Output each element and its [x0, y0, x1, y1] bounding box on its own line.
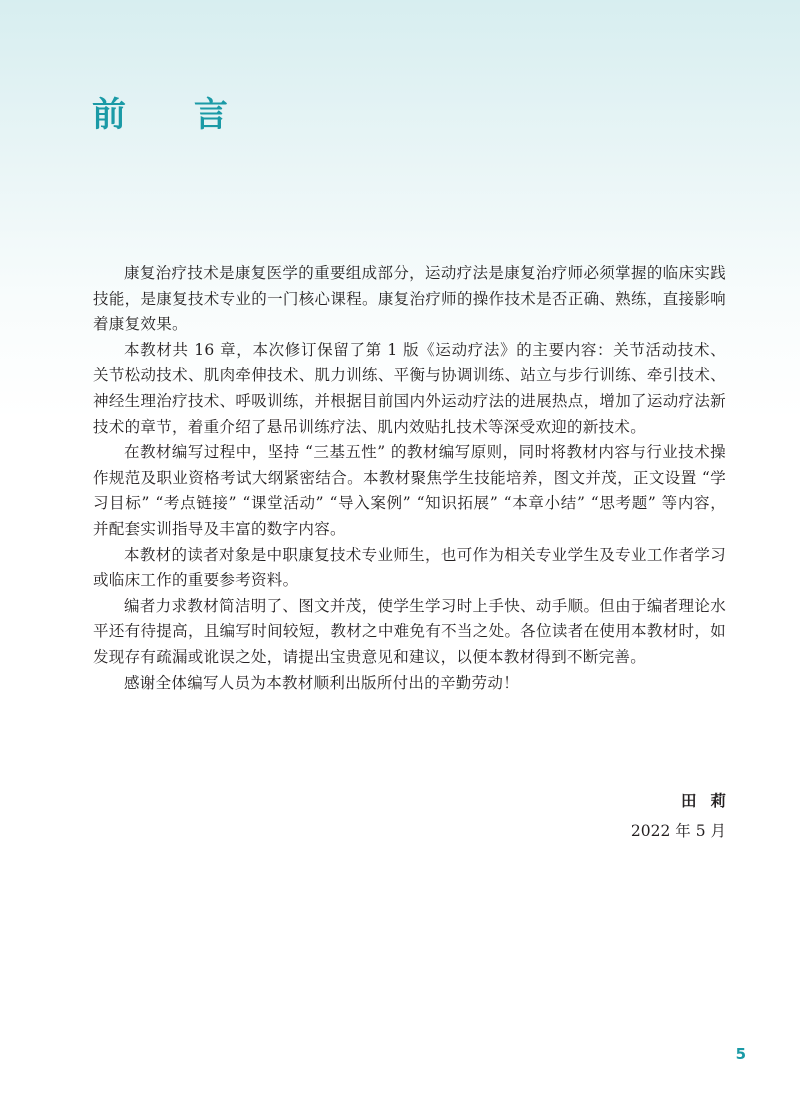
paragraph: 感谢全体编写人员为本教材顺利出版所付出的辛勤劳动！: [124, 673, 520, 692]
paragraph: 本教材的读者对象是中职康复技术专业师生，也可作为相关专业学生及专业工作者学习或临床工作的重要参考资料。: [93, 545, 726, 590]
paragraph: 在教材编写过程中，坚持 “三基五性” 的教材编写原则，同时将教材内容与行业技术操作规范及职业资格考试大纲紧密结合。本教材聚焦学生技能培养，图文并茂，正文设置 “学习目标” “考点链接” “课堂活动” “导入案例” “知识拓展” “本章小结” “思考题” 等内容，并配套实训指导及丰富的数字内容。: [93, 443, 726, 538]
signature-block: [630, 786, 740, 846]
signature-date: 2022 年 5 月: [630, 822, 726, 840]
preface-body: [93, 261, 726, 696]
paragraph: 康复治疗技术是康复医学的重要组成部分，运动疗法是康复治疗师必须掌握的临床实践技能，是康复技术专业的一门核心课程。康复治疗师的操作技术是否正确、熟练，直接影响着康复效果。: [93, 264, 726, 334]
page-title: 前 言: [92, 95, 256, 135]
paragraph: 编者力求教材简洁明了、图文并茂，使学生学习时上手快、动手顺。但由于编者理论水平还有待提高，且编写时间较短，教材之中难免有不当之处。各位读者在使用本教材时，如发现存有疏漏或讹误之处，请提出宝贵意见和建议，以便本教材得到不断完善。: [93, 596, 726, 666]
page-number: 5: [735, 1045, 746, 1063]
author-name: 田莉: [680, 791, 740, 810]
paragraph: 本教材共 16 章，本次修订保留了第 1 版《运动疗法》的主要内容：关节活动技术、关节松动技术、肌肉牵伸技术、肌力训练、平衡与协调训练、站立与步行训练、牵引技术、神经生理治疗技术、呼吸训练，并根据目前国内外运动疗法的进展热点，增加了运动疗法新技术的章节，着重介绍了悬吊训练疗法、肌内效贴扎技术等深受欢迎的新技术。: [93, 340, 726, 436]
